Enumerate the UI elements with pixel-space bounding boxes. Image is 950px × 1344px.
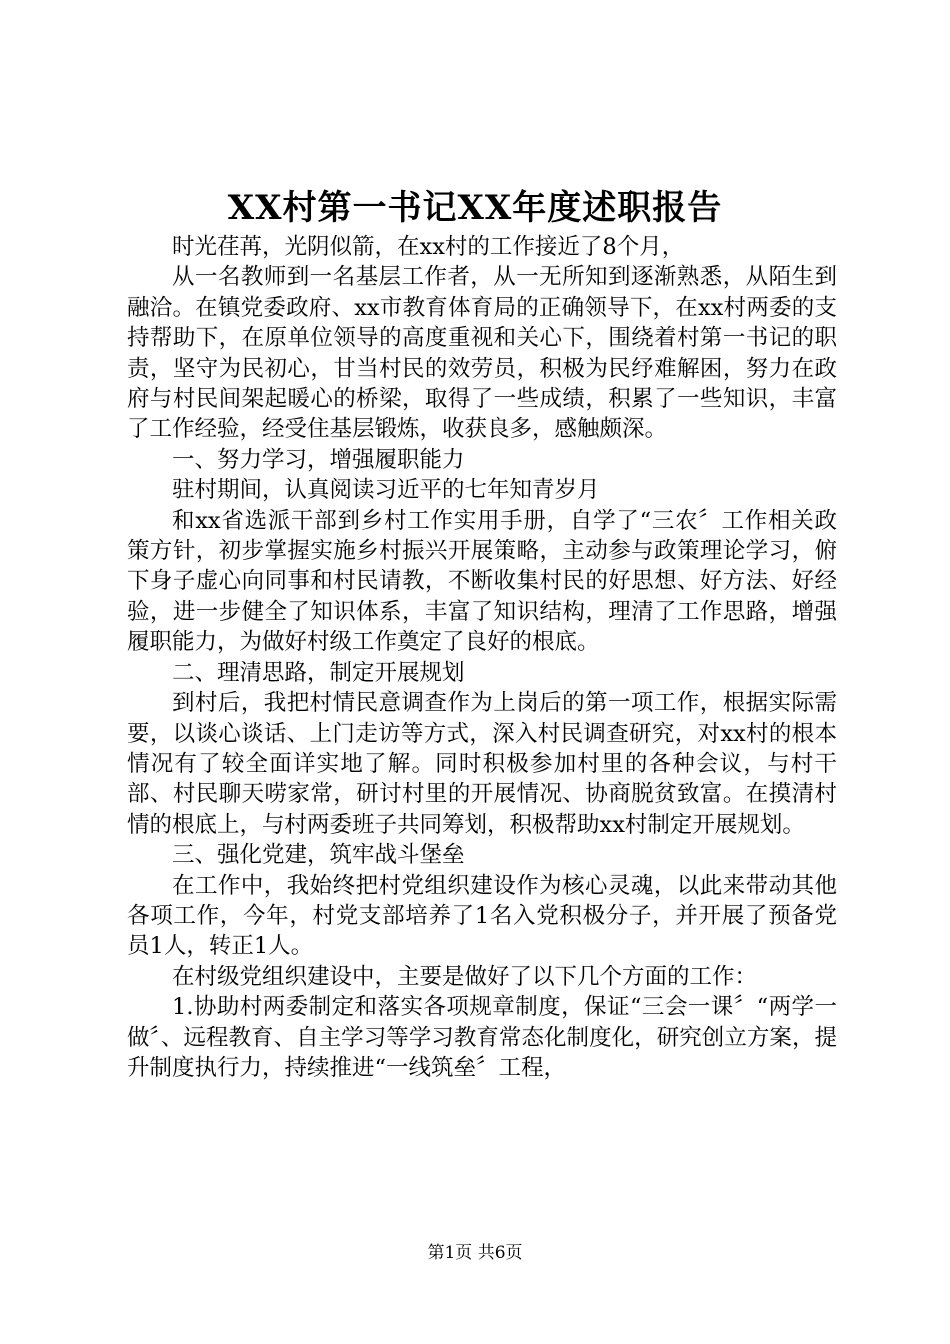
document-body bbox=[127, 232, 837, 1083]
paragraph-intro: 时光荏苒，光阴似箭，在xx村的工作接近了8个月， bbox=[172, 234, 685, 260]
paragraph-planning-detail: 到村后，我把村情民意调查作为上岗后的第一项工作，根据实际需要，以谈心谈话、上门走访等方式，深入村民调查研究，对xx村的根本情况有了较全面详实地了解。同时积极参加村里的各种会议，与村干部、村民聊天唠家常，研讨村里的开展情况、协商脱贫致富。在摸清村情的根底上，与村两委班子共同筹划，积极帮助xx村制定开展规划。 bbox=[127, 690, 837, 838]
paragraph-study-detail: 和xx省选派干部到乡村工作实用手册，自学了“三农〞工作相关政策方针，初步掌握实施乡村振兴开展策略，主动参与政策理论学习，俯下身子虚心向同事和村民请教，不断收集村民的好思想、好方法、好经验，进一步健全了知识体系，丰富了知识结构，理清了工作思路，增强履职能力，为做好村级工作奠定了良好的根底。 bbox=[127, 507, 837, 656]
document-title: XX村第一书记XX年度述职报告 bbox=[227, 188, 723, 228]
paragraph-party-detail: 在工作中，我始终把村党组织建设作为核心灵魂，以此来带动其他各项工作，今年，村党支部培养了1名入党积极分子，并开展了预备党员1人，转正1人。 bbox=[127, 872, 837, 960]
section-heading-planning: 二、理清思路，制定开展规划 bbox=[172, 659, 465, 686]
paragraph-party-work-intro: 在村级党组织建设中，主要是做好了以下几个方面的工作： bbox=[172, 963, 758, 990]
paragraph-overview: 从一名教师到一名基层工作者，从一无所知到逐渐熟悉，从陌生到融洽。在镇党委政府、xx市教育体育局的正确领导下，在xx村两委的支持帮助下，在原单位领导的高度重视和关心下，围绕着村第一书记的职责，坚守为民初心，甘当村民的效劳员，积极为民纾难解困，努力在政府与村民间架起暖心的桥梁，取得了一些成绩，积累了一些知识，丰富了工作经验，经受住基层锻炼，收获良多，感触颇深。 bbox=[127, 264, 837, 443]
section-heading-party: 三、强化党建，筑牢战斗堡垒 bbox=[172, 842, 465, 869]
paragraph-study-reading: 驻村期间，认真阅读习近平的七年知青岁月 bbox=[172, 477, 600, 504]
page-footer: 第1页 共6页 bbox=[427, 1243, 523, 1263]
paragraph-party-item-1: 1.协助村两委制定和落实各项规章制度，保证“三会一课〞“两学一做〞、远程教育、自主学习等学习教育常态化制度化，研究创立方案，提升制度执行力，持续推进“一线筑垒〞工程， bbox=[127, 994, 837, 1081]
section-heading-study: 一、努力学习，增强履职能力 bbox=[172, 446, 465, 473]
